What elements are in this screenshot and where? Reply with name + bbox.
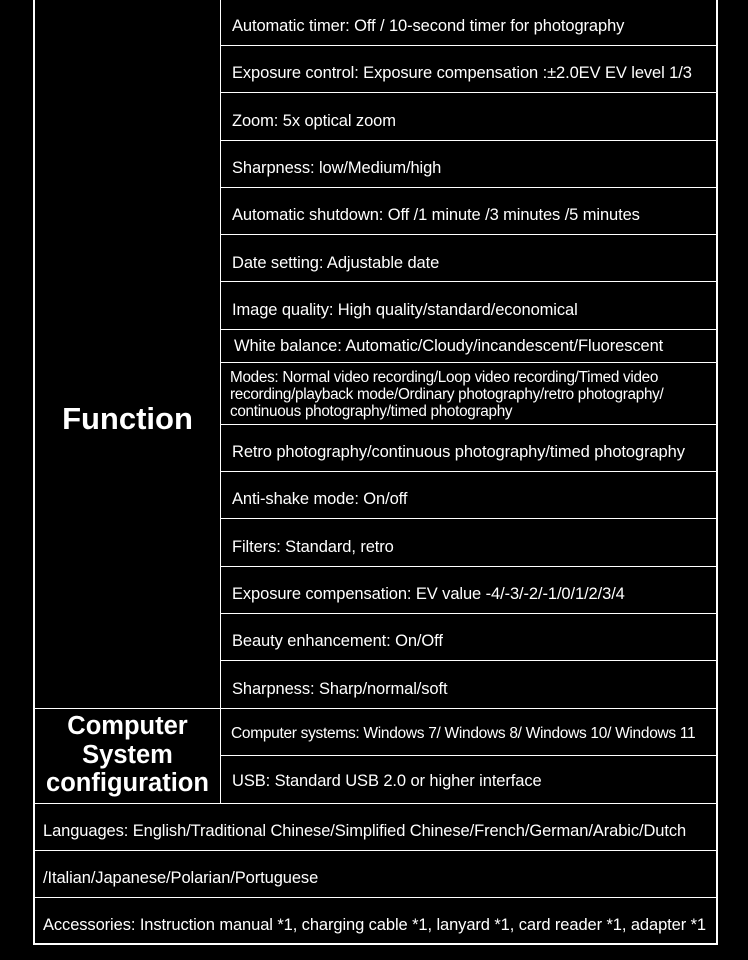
spec-row-computer-systems: Computer systems: Windows 7/ Windows 8/ Windows 10/ Windows 11 <box>231 725 696 742</box>
row-divider <box>33 897 718 898</box>
computer-group-label <box>35 712 220 798</box>
spec-row-sharpness-mode: Sharpness: Sharp/normal/soft <box>232 680 448 698</box>
column-divider <box>220 0 221 803</box>
spec-row-modes: Modes: Normal video recording/Loop video recording/Timed video recording/playback mode/Ordinary photography/retro photography/ continuous photography/timed photography <box>230 369 664 420</box>
row-divider <box>220 281 718 282</box>
spec-row-zoom: Zoom: 5x optical zoom <box>232 112 396 130</box>
spec-table <box>33 0 718 945</box>
spec-row-exposure-control: Exposure control: Exposure compensation :±2.0EV EV level 1/3 <box>232 64 692 82</box>
spec-row-languages-continued: /Italian/Japanese/Polarian/Portuguese <box>43 869 319 887</box>
spec-row-automatic-timer: Automatic timer: Off / 10-second timer for photography <box>232 17 625 35</box>
row-divider <box>220 566 718 567</box>
spec-row-image-quality: Image quality: High quality/standard/economical <box>232 301 578 319</box>
row-divider <box>220 187 718 188</box>
computer-group-label-line: configuration <box>46 769 209 797</box>
row-divider <box>220 234 718 235</box>
spec-row-languages: Languages: English/Traditional Chinese/Simplified Chinese/French/German/Arabic/Dutch <box>43 822 687 840</box>
row-divider <box>220 362 718 363</box>
table-bottom-border <box>33 943 718 945</box>
spec-row-white-balance: White balance: Automatic/Cloudy/incandescent/Fluorescent <box>234 337 664 355</box>
row-divider <box>220 613 718 614</box>
spec-row-accessories: Accessories: Instruction manual *1, charging cable *1, lanyard *1, card reader *1, adapter *1 <box>43 916 706 934</box>
spec-row-anti-shake: Anti-shake mode: On/off <box>232 490 408 508</box>
row-divider <box>220 45 718 46</box>
spec-row-sharpness: Sharpness: low/Medium/high <box>232 159 442 177</box>
group-divider <box>33 708 718 709</box>
group-divider <box>33 803 718 804</box>
spec-row-usb: USB: Standard USB 2.0 or higher interface <box>232 772 542 790</box>
row-divider <box>220 518 718 519</box>
spec-row-date-setting: Date setting: Adjustable date <box>232 254 440 272</box>
spec-row-beauty-enhancement: Beauty enhancement: On/Off <box>232 632 443 650</box>
function-group-label: Function <box>62 401 193 436</box>
row-divider <box>220 329 718 330</box>
computer-group-label-line: Computer <box>67 712 188 740</box>
row-divider <box>220 140 718 141</box>
row-divider <box>220 660 718 661</box>
spec-row-automatic-shutdown: Automatic shutdown: Off /1 minute /3 minutes /5 minutes <box>232 206 640 224</box>
row-divider <box>220 92 718 93</box>
spec-row-exposure-compensation: Exposure compensation: EV value -4/-3/-2/-1/0/1/2/3/4 <box>232 585 625 603</box>
spec-row-filters: Filters: Standard, retro <box>232 538 394 556</box>
row-divider <box>220 424 718 425</box>
spec-row-retro-photography: Retro photography/continuous photography/timed photography <box>232 443 685 461</box>
computer-group-label-line: System <box>82 740 173 769</box>
row-divider <box>33 850 718 851</box>
row-divider <box>220 755 718 756</box>
row-divider <box>220 471 718 472</box>
